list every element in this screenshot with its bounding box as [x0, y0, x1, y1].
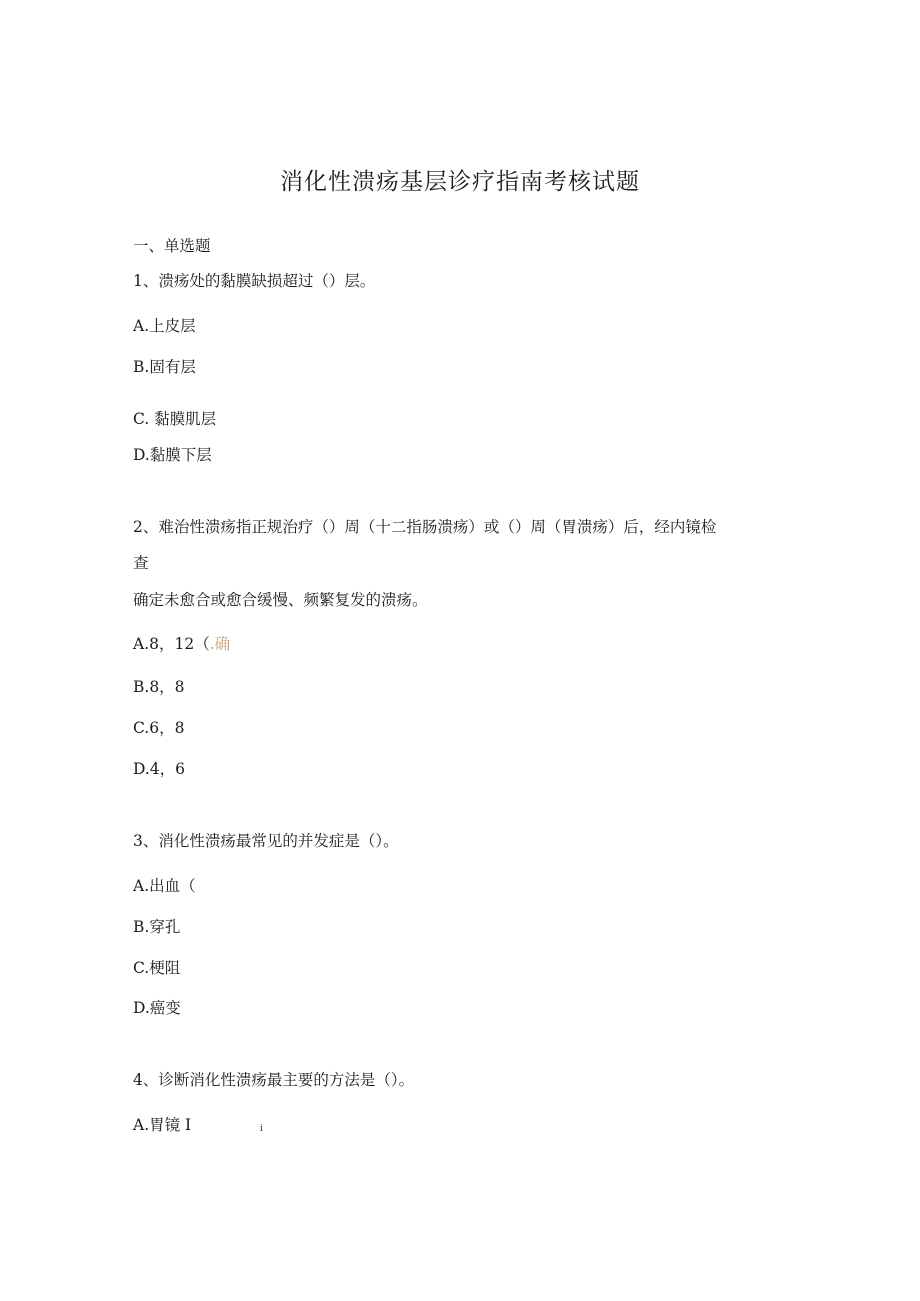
question-2-option-a-text: A.8，12（ — [133, 635, 210, 653]
question-4-stem: 4、诊断消化性溃疡最主要的方法是（）。 — [133, 1071, 415, 1089]
question-4-option-a: A.胃镜 I — [133, 1116, 192, 1134]
question-1-option-a: A.上皮层 — [133, 317, 196, 335]
question-2-stem-line-1: 2、难治性溃疡指正规治疗（）周（十二指肠溃疡）或（）周（胃溃疡）后，经内镜检 — [133, 518, 717, 536]
question-1-option-b: B.固有层 — [133, 358, 196, 376]
question-1-option-d: D.黏膜下层 — [133, 446, 212, 464]
question-3-option-a: A.出血（ — [133, 877, 196, 895]
page-title: 消化性溃疡基层诊疗指南考核试题 — [280, 169, 640, 195]
section-heading: 一、单选题 — [133, 237, 211, 255]
question-2-option-a — [133, 634, 230, 654]
stray-mark: i — [260, 1124, 263, 1134]
question-2-stem-line-2: 查 — [133, 554, 149, 572]
question-2-option-c: C.6，8 — [133, 719, 185, 737]
question-2-stem-line-3: 确定未愈合或愈合缓慢、频繁复发的溃疡。 — [133, 591, 428, 609]
question-1-stem: 1、溃疡处的黏膜缺损超过（）层。 — [133, 272, 376, 290]
question-3-stem: 3、消化性溃疡最常见的并发症是（）。 — [133, 832, 399, 850]
question-3-option-b: B.穿孔 — [133, 918, 181, 936]
question-1-option-c: C. 黏膜肌层 — [133, 410, 217, 428]
question-2-option-a-note: .确 — [209, 635, 231, 653]
question-2-option-b: B.8，8 — [133, 678, 185, 696]
question-2-option-d: D.4，6 — [133, 760, 186, 778]
question-3-option-c: C.梗阻 — [133, 959, 181, 977]
question-3-option-d: D.癌变 — [133, 999, 181, 1017]
